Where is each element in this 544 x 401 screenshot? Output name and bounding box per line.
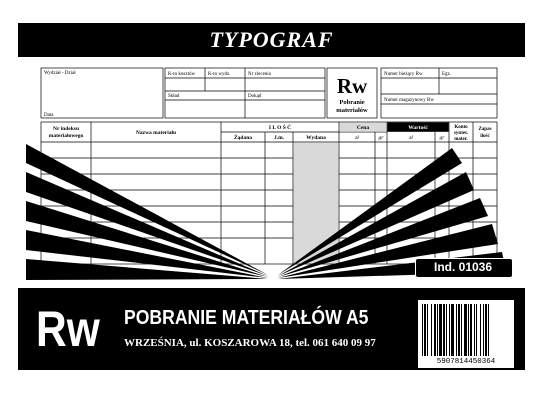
col-cena-gr: gr [378,135,384,141]
barcode-bar [434,304,436,356]
barcode-bar [468,304,469,356]
barcode-bar [456,304,457,356]
col-cena-zl: zł [355,135,359,141]
col-zadana: Żądana [233,135,253,141]
barcode-number: 5907814450364 [436,358,496,366]
col-jm: J.m. [273,135,285,141]
barcode-bar [427,304,428,356]
barcode-bar [439,304,442,356]
barcode-bar [449,304,450,356]
col-zapas-2: ilość [480,134,490,139]
barcode-bar [485,304,487,356]
col-wydana: Wydana [306,135,326,141]
barcode-bar [437,304,438,356]
product-code: Rw [36,301,100,357]
barcode-bar [446,304,447,356]
barcode-bar [474,304,475,356]
label-wydzial: Wydział - Dział [44,71,76,76]
label-kto-kosztow: K-to kosztów [168,72,196,77]
label-dokad: Dokąd [248,94,262,99]
logo-line1: Pobranie [339,99,365,106]
col-konto-2: syntet. [453,131,469,136]
label-egz: Egz. [442,72,452,77]
barcode-bar [451,304,454,356]
barcode-bar [458,304,460,356]
barcode-bar [483,304,484,356]
label-kto-wydz: K-to wydz. [208,72,231,77]
col-zapas-1: Zapas [478,127,492,132]
label-nr-zlecenia: Nr zlecenia [248,72,271,77]
logo-line2: materiałów [336,107,368,114]
left-fan-rays [26,144,268,280]
col-konto-1: Konto [454,125,468,130]
barcode-bar [470,304,472,356]
label-nr-magazynowy: Numer magazynowy Rw [384,98,434,103]
barcode-bar [431,304,432,356]
product-title: POBRANIE MATERIAŁÓW A5 [124,307,369,329]
col-ilosc: I L O Ś Ć [268,125,292,131]
barcode-bar [480,304,481,356]
col-nazwa: Nazwa materiału [135,130,177,136]
col-wartosc-zl: zł [409,135,413,141]
barcode-bar [488,304,489,356]
barcode-bar [476,304,477,356]
barcode-bar [422,304,423,356]
label-data: Data [44,113,54,118]
barcode-bar [443,304,445,356]
label-sklad: Skład [168,94,180,99]
barcode-bar [424,304,426,356]
product-address: WRZEŚNIA, ul. KOSZAROWA 18, tel. 061 640 09 97 [124,337,376,349]
index-label: Ind. 01036 [433,260,493,274]
col-nr-indeksu-1: Nr indeksu [52,126,80,132]
barcode-bars [418,300,514,358]
barcode-bar [464,304,467,356]
brand-name: TYPOGRAF [209,27,334,52]
col-konto-3: mater. [454,137,468,142]
label-nr-biezacy: Numer bieżący Rw [384,72,423,77]
logo-code: Rw [336,74,368,98]
barcode-bar [461,304,462,356]
col-wartosc-gr: gr [439,135,445,141]
col-cena: Cena [356,125,370,131]
col-nr-indeksu-2: materiałowego [48,133,84,139]
col-wartosc: Wartość [408,125,428,131]
